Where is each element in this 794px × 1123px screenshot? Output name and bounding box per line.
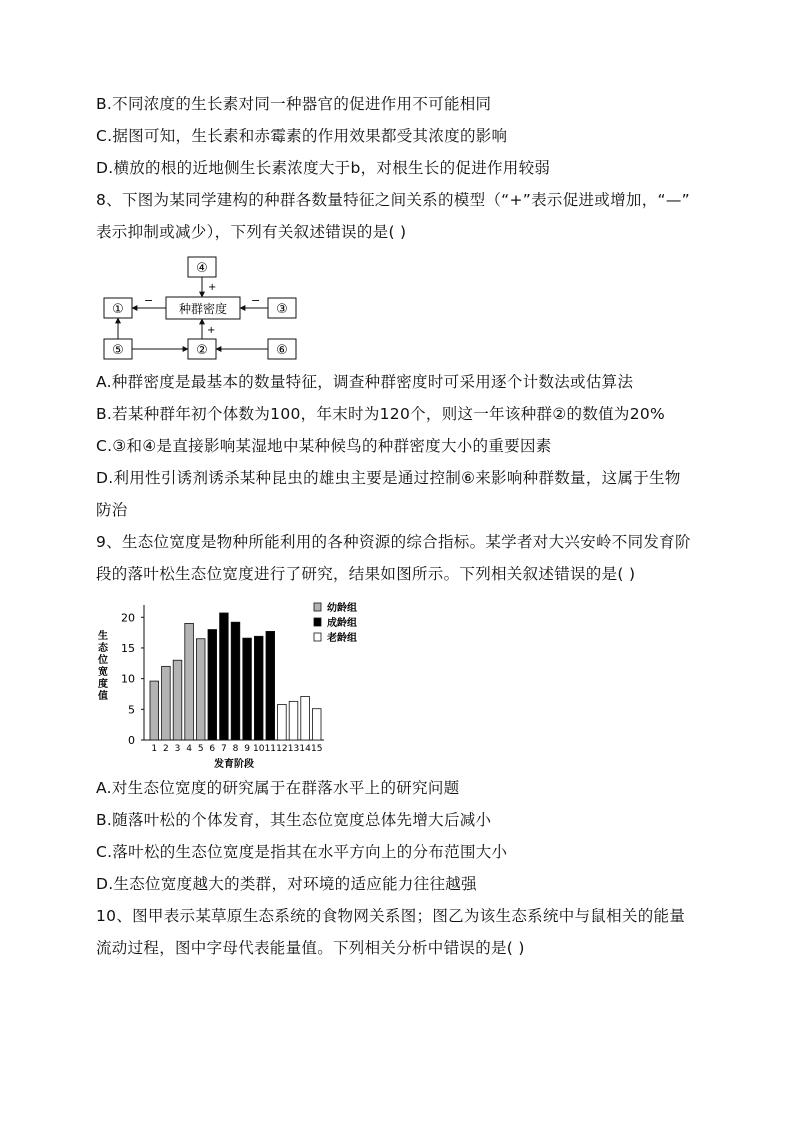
question-10-stem-line2: 流动过程，图中字母代表能量值。下列相关分析中错误的是( ): [96, 939, 525, 957]
legend-swatch: [314, 633, 321, 641]
option-8d-line1: D.利用性引诱剂诱杀某种昆虫的雄虫主要是通过控制⑥来影响种群数量，这属于生物: [96, 469, 681, 487]
bar: [254, 636, 263, 740]
minus-sign-right: −: [251, 294, 261, 307]
bar: [312, 709, 321, 740]
y-label-char: 态: [98, 643, 108, 654]
y-label-char: 度: [98, 679, 108, 690]
x-tick-label: 13: [287, 744, 300, 754]
population-model-diagram: [100, 253, 305, 363]
y-tick-label: 10: [121, 672, 135, 686]
option-7c: C.据图可知，生长素和赤霉素的作用效果都受其浓度的影响: [96, 127, 508, 145]
node-6-label: ⑥: [276, 343, 288, 358]
option-8d-line2: 防治: [96, 501, 128, 519]
option-9a: A.对生态位宽度的研究属于在群落水平上的研究问题: [96, 779, 460, 797]
bar: [150, 681, 159, 740]
bar: [243, 638, 252, 740]
option-9d: D.生态位宽度越大的类群，对环境的适应能力往往越强: [96, 875, 477, 893]
x-tick-label: 11: [264, 744, 277, 754]
x-tick-label: 15: [310, 744, 323, 754]
node-1-label: ①: [112, 302, 124, 317]
option-9b: B.随落叶松的个体发育，其生态位宽度总体先增大后减小: [96, 811, 492, 829]
bar: [301, 696, 310, 740]
bar: [162, 666, 171, 740]
question-9-stem-line1: 9、生态位宽度是物种所能利用的各种资源的综合指标。某学者对大兴安岭不同发育阶: [96, 533, 691, 551]
question-10-stem-line1: 10、图甲表示某草原生态系统的食物网关系图；图乙为该生态系统中与鼠相关的能量: [96, 907, 686, 925]
bar: [185, 623, 194, 740]
option-7d: D.横放的根的近地侧生长素浓度大于b，对根生长的促进作用较弱: [96, 159, 551, 177]
option-8a: A.种群密度是最基本的数量特征，调查种群密度时可采用逐个计数法或估算法: [96, 373, 634, 391]
x-tick-label: 5: [197, 744, 204, 754]
node-4-label: ④: [196, 261, 208, 276]
x-tick-label: 12: [276, 744, 288, 754]
legend-label: 成龄组: [327, 618, 357, 629]
plus-sign-bottom: +: [207, 325, 216, 336]
option-7b: B.不同浓度的生长素对同一种器官的促进作用不可能相同: [96, 95, 492, 113]
x-tick-label: 3: [174, 744, 181, 754]
x-tick-label: 14: [299, 744, 311, 754]
y-tick-label: 20: [121, 611, 135, 625]
bar: [278, 704, 287, 740]
x-tick-label: 6: [209, 744, 216, 754]
y-tick-label: 5: [128, 703, 135, 717]
bar: [266, 631, 275, 740]
question-8-stem-line1: 8、下图为某同学建构的种群各数量特征之间关系的模型（“+”表示促进或增加，“—”: [96, 191, 690, 209]
y-label-char: 生: [98, 631, 108, 642]
y-label-char: 值: [98, 691, 108, 702]
y-label-char: 位: [98, 655, 108, 666]
legend-swatch: [314, 618, 321, 626]
x-tick-label: 10: [252, 744, 265, 754]
option-9c: C.落叶松的生态位宽度是指其在水平方向上的分布范围大小: [96, 843, 508, 861]
x-tick-label: 2: [163, 744, 169, 754]
node-3-label: ③: [276, 302, 288, 317]
x-tick-label: 7: [221, 744, 227, 754]
node-5-label: ⑤: [112, 343, 124, 358]
question-8-stem-line2: 表示抑制或减少），下列有关叙述错误的是( ): [96, 223, 407, 241]
bar: [196, 639, 205, 740]
minus-sign-left: −: [144, 294, 154, 307]
x-tick-label: 9: [244, 744, 250, 754]
legend-label: 老龄组: [327, 633, 357, 644]
x-axis-label: 发育阶段: [214, 759, 254, 770]
question-9-stem-line2: 段的落叶松生态位宽度进行了研究，结果如图所示。下列相关叙述错误的是( ): [96, 565, 636, 583]
x-tick-label: 1: [151, 744, 158, 754]
y-tick-label: 0: [128, 734, 135, 747]
y-tick-label: 15: [121, 641, 135, 655]
y-label-char: 宽: [98, 667, 108, 678]
node-center-label: 种群密度: [178, 302, 228, 316]
bar: [208, 630, 217, 740]
bar: [289, 701, 298, 740]
plus-sign-top: +: [208, 282, 217, 293]
bar: [220, 613, 229, 740]
bar: [231, 622, 240, 740]
niche-width-bar-chart: [94, 595, 384, 775]
x-tick-label: 4: [186, 744, 192, 754]
option-8c: C.③和④是直接影响某湿地中某种候鸟的种群密度大小的重要因素: [96, 437, 552, 455]
legend-label: 幼龄组: [327, 603, 357, 614]
option-8b: B.若某种群年初个体数为100，年末时为120个，则这一年该种群②的数值为20%: [96, 405, 666, 423]
legend-swatch: [314, 603, 321, 611]
node-2-label: ②: [196, 343, 208, 358]
bar: [173, 660, 182, 740]
y-axis-label: [97, 629, 109, 702]
x-tick-label: 8: [232, 744, 239, 754]
